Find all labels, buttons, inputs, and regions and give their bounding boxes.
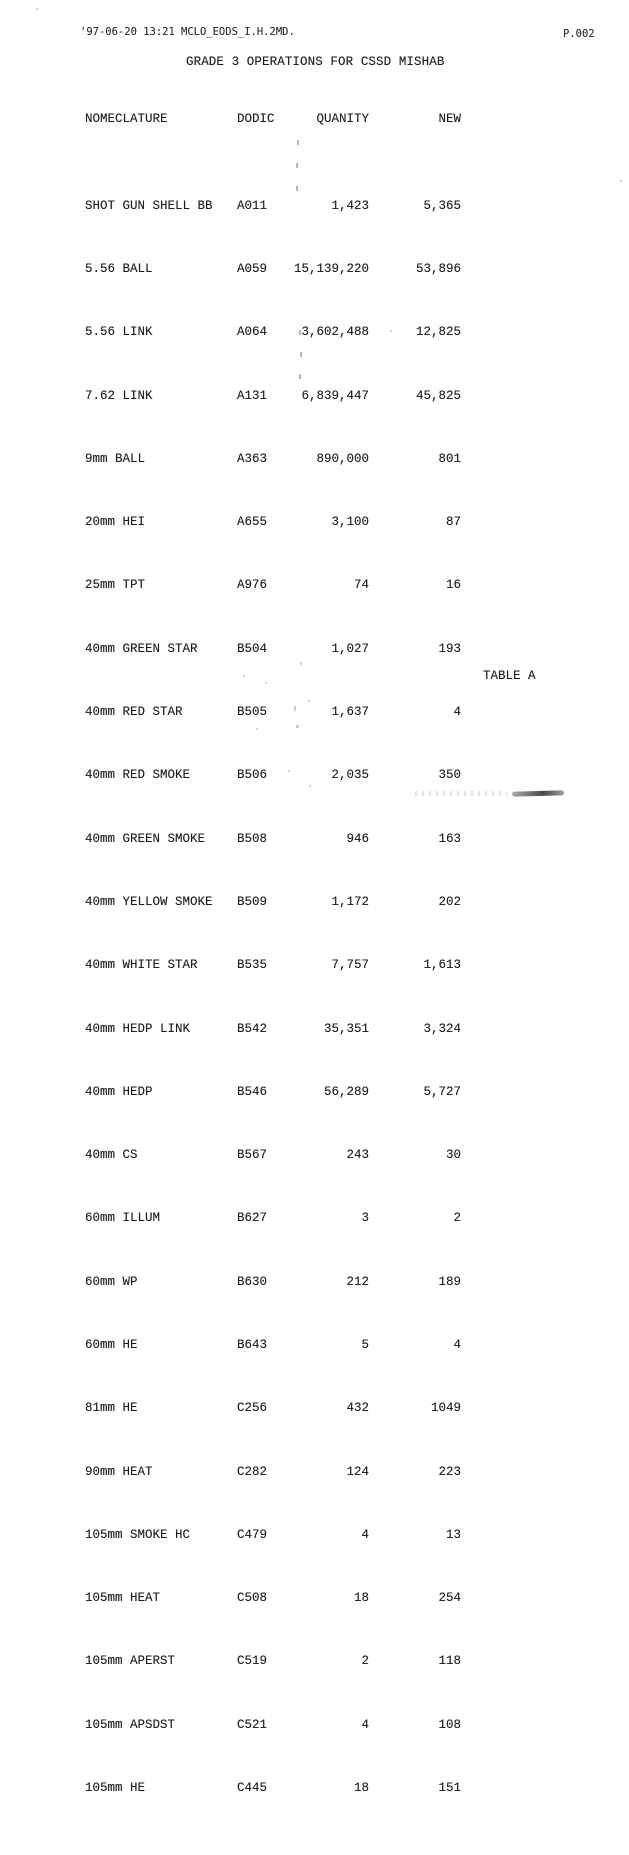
cell-new: 350 xyxy=(438,768,461,783)
table-row xyxy=(85,1271,461,1292)
cell-quanity: 432 xyxy=(346,1401,369,1416)
scan-artifact xyxy=(243,675,245,677)
cell-dodic: A655 xyxy=(237,515,268,530)
column-header-quanity: QUANITY xyxy=(316,112,369,126)
cell-new: 163 xyxy=(438,831,461,846)
scan-artifact xyxy=(512,790,564,796)
table-row xyxy=(85,1714,461,1735)
cell-new: 1049 xyxy=(430,1401,461,1416)
cell-dodic: C479 xyxy=(237,1527,268,1542)
cell-quanity: 35,351 xyxy=(323,1021,369,1036)
table-row xyxy=(85,511,461,532)
cell-quanity: 3,602,488 xyxy=(301,325,369,340)
cell-nomeclature: 105mm APSDST xyxy=(85,1717,176,1732)
table-row xyxy=(85,1144,461,1165)
cell-new: 801 xyxy=(438,451,461,466)
cell-new: 87 xyxy=(445,515,461,530)
cell-new: 12,825 xyxy=(415,325,461,340)
cell-quanity: 4 xyxy=(361,1717,369,1732)
cell-dodic: A131 xyxy=(237,388,268,403)
cell-new: 16 xyxy=(445,578,461,593)
cell-quanity: 890,000 xyxy=(316,451,369,466)
table-row xyxy=(85,955,461,976)
table-row xyxy=(85,1018,461,1039)
cell-quanity: 74 xyxy=(353,578,369,593)
cell-quanity: 243 xyxy=(346,1148,369,1163)
scan-artifact xyxy=(299,330,301,335)
cell-nomeclature: 5.56 LINK xyxy=(85,325,153,340)
table-row xyxy=(85,1777,461,1798)
cell-new: 118 xyxy=(438,1654,461,1669)
table-row xyxy=(85,1524,461,1545)
table-row xyxy=(85,1651,461,1672)
cell-dodic: A011 xyxy=(237,198,268,213)
cell-quanity: 212 xyxy=(346,1274,369,1289)
table-row xyxy=(85,1208,461,1229)
column-header-new: NEW xyxy=(438,112,461,126)
cell-dodic: B546 xyxy=(237,1084,268,1099)
cell-quanity: 124 xyxy=(346,1464,369,1479)
column-header-dodic: DODIC xyxy=(237,112,275,126)
cell-dodic: B508 xyxy=(237,831,268,846)
cell-new: 13 xyxy=(445,1527,461,1542)
cell-new: 193 xyxy=(438,641,461,656)
cell-new: 254 xyxy=(438,1591,461,1606)
cell-quanity: 7,757 xyxy=(331,958,369,973)
cell-new: 1,613 xyxy=(423,958,461,973)
scan-artifact xyxy=(308,700,310,702)
cell-new: 4 xyxy=(453,705,461,720)
cell-new: 5,365 xyxy=(423,198,461,213)
scan-artifact xyxy=(288,770,290,772)
scan-artifact xyxy=(297,140,299,145)
cell-quanity: 18 xyxy=(353,1781,369,1796)
fax-page-number: P.002 xyxy=(563,28,595,40)
cell-nomeclature: 40mm HEDP xyxy=(85,1084,153,1099)
cell-nomeclature: 25mm TPT xyxy=(85,578,146,593)
cell-quanity: 2,035 xyxy=(331,768,369,783)
page-title: GRADE 3 OPERATIONS FOR CSSD MISHAB xyxy=(186,55,445,69)
table-row xyxy=(85,638,461,659)
table-row xyxy=(85,1398,461,1419)
cell-nomeclature: 40mm WHITE STAR xyxy=(85,958,198,973)
cell-quanity: 5 xyxy=(361,1337,369,1352)
cell-quanity: 2 xyxy=(361,1654,369,1669)
scan-artifact xyxy=(300,662,302,665)
cell-nomeclature: 40mm RED STAR xyxy=(85,705,183,720)
cell-new: 223 xyxy=(438,1464,461,1479)
table-row xyxy=(85,1081,461,1102)
cell-nomeclature: 40mm YELLOW SMOKE xyxy=(85,894,213,909)
cell-quanity: 15,139,220 xyxy=(293,261,369,276)
cell-nomeclature: 20mm HEI xyxy=(85,515,146,530)
column-header-nomeclature: NOMECLATURE xyxy=(85,112,168,126)
scan-artifact xyxy=(296,163,298,168)
scan-artifact xyxy=(299,374,301,379)
table-header-row xyxy=(85,112,461,139)
cell-dodic: C256 xyxy=(237,1401,268,1416)
cell-new: 151 xyxy=(438,1781,461,1796)
cell-new: 3,324 xyxy=(423,1021,461,1036)
fax-header xyxy=(0,26,629,40)
cell-dodic: A976 xyxy=(237,578,268,593)
cell-dodic: B505 xyxy=(237,705,268,720)
cell-dodic: C519 xyxy=(237,1654,268,1669)
cell-quanity: 18 xyxy=(353,1591,369,1606)
cell-new: 45,825 xyxy=(415,388,461,403)
scan-artifact xyxy=(309,785,311,787)
cell-nomeclature: 5.56 BALL xyxy=(85,261,153,276)
cell-nomeclature: 9mm BALL xyxy=(85,451,146,466)
cell-dodic: B643 xyxy=(237,1337,268,1352)
cell-nomeclature: 40mm GREEN STAR xyxy=(85,641,198,656)
table-row xyxy=(85,891,461,912)
scan-artifact xyxy=(296,186,298,191)
scan-artifact xyxy=(265,682,267,684)
cell-dodic: B567 xyxy=(237,1148,268,1163)
cell-nomeclature: 81mm HE xyxy=(85,1401,138,1416)
cell-dodic: B504 xyxy=(237,641,268,656)
cell-nomeclature: 40mm GREEN SMOKE xyxy=(85,831,206,846)
cell-dodic: B627 xyxy=(237,1211,268,1226)
cell-nomeclature: 40mm CS xyxy=(85,1148,138,1163)
cell-nomeclature: 60mm WP xyxy=(85,1274,138,1289)
table-row xyxy=(85,448,461,469)
cell-nomeclature: 40mm RED SMOKE xyxy=(85,768,191,783)
scan-artifact xyxy=(415,791,507,796)
cell-quanity: 4 xyxy=(361,1527,369,1542)
fax-sender-id: MCLO_EODS_I.H.2MD. xyxy=(181,26,295,38)
cell-dodic: B535 xyxy=(237,958,268,973)
cell-quanity: 3 xyxy=(361,1211,369,1226)
cell-dodic: A064 xyxy=(237,325,268,340)
cell-nomeclature: 105mm SMOKE HC xyxy=(85,1527,191,1542)
cell-dodic: C282 xyxy=(237,1464,268,1479)
cell-new: 53,896 xyxy=(415,261,461,276)
cell-dodic: B509 xyxy=(237,894,268,909)
cell-nomeclature: 105mm HE xyxy=(85,1781,146,1796)
cell-quanity: 946 xyxy=(346,831,369,846)
table-row xyxy=(85,765,461,786)
table-row xyxy=(85,575,461,596)
table-row xyxy=(85,258,461,279)
table-row xyxy=(85,701,461,722)
cell-dodic: A363 xyxy=(237,451,268,466)
cell-nomeclature: 60mm ILLUM xyxy=(85,1211,161,1226)
cell-nomeclature: 7.62 LINK xyxy=(85,388,153,403)
cell-dodic: B542 xyxy=(237,1021,268,1036)
cell-dodic: A059 xyxy=(237,261,268,276)
cell-nomeclature: 90mm HEAT xyxy=(85,1464,153,1479)
table-label: TABLE A xyxy=(483,669,536,683)
cell-new: 2 xyxy=(453,1211,461,1226)
cell-nomeclature: SHOT GUN SHELL BB xyxy=(85,198,213,213)
fax-timestamp: '97-06-20 13:21 xyxy=(80,26,175,38)
cell-new: 4 xyxy=(453,1337,461,1352)
cell-dodic: C521 xyxy=(237,1717,268,1732)
cell-new: 30 xyxy=(445,1148,461,1163)
table-row xyxy=(85,195,461,216)
table-body xyxy=(85,167,461,1827)
cell-new: 108 xyxy=(438,1717,461,1732)
cell-quanity: 1,027 xyxy=(331,641,369,656)
scan-artifact xyxy=(296,725,299,728)
cell-new: 5,727 xyxy=(423,1084,461,1099)
cell-dodic: B630 xyxy=(237,1274,268,1289)
table-row xyxy=(85,322,461,343)
cell-quanity: 1,172 xyxy=(331,894,369,909)
cell-nomeclature: 105mm APERST xyxy=(85,1654,176,1669)
table-row xyxy=(85,385,461,406)
scan-artifact xyxy=(300,352,302,357)
cell-quanity: 1,637 xyxy=(331,705,369,720)
scan-artifact xyxy=(294,706,296,711)
table-row xyxy=(85,828,461,849)
scan-artifact xyxy=(256,728,258,730)
cell-nomeclature: 60mm HE xyxy=(85,1337,138,1352)
table-row xyxy=(85,1461,461,1482)
cell-quanity: 1,423 xyxy=(331,198,369,213)
cell-quanity: 3,100 xyxy=(331,515,369,530)
table-row xyxy=(85,1588,461,1609)
scan-artifact xyxy=(36,8,38,10)
ammunition-table xyxy=(85,84,461,1855)
scan-artifact xyxy=(620,180,622,182)
cell-dodic: C508 xyxy=(237,1591,268,1606)
cell-new: 189 xyxy=(438,1274,461,1289)
cell-nomeclature: 40mm HEDP LINK xyxy=(85,1021,191,1036)
cell-new: 202 xyxy=(438,894,461,909)
table-row xyxy=(85,1334,461,1355)
cell-dodic: B506 xyxy=(237,768,268,783)
cell-quanity: 56,289 xyxy=(323,1084,369,1099)
cell-nomeclature: 105mm HEAT xyxy=(85,1591,161,1606)
cell-quanity: 6,839,447 xyxy=(301,388,369,403)
scan-artifact xyxy=(390,330,392,332)
cell-dodic: C445 xyxy=(237,1781,268,1796)
